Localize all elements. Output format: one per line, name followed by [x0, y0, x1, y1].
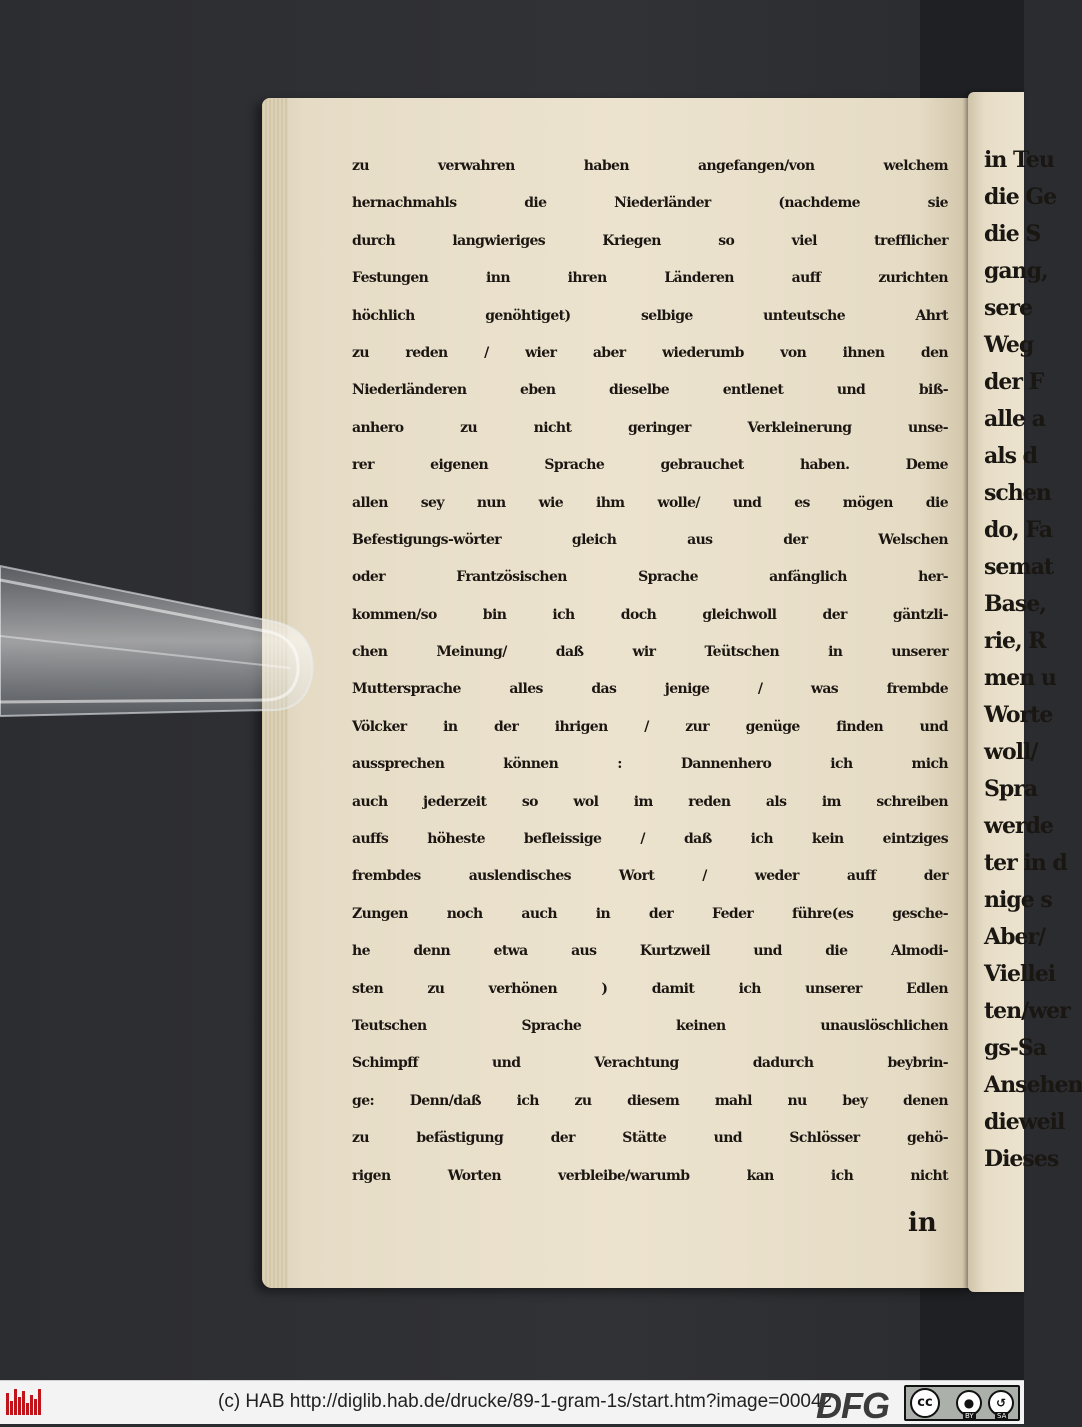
text-line: sten zu verhönen ) damit ich unserer Edlen — [352, 980, 948, 997]
text-line: anhero zu nicht geringer Verkleinerung unse- — [352, 419, 948, 436]
text-line: frembdes auslendisches Wort / weder auff der — [352, 868, 948, 885]
text-line: Muttersprache alles das jenige / was frembde — [352, 681, 948, 698]
facing-text-fragment: ten/wer — [984, 998, 1070, 1024]
text-line: Schimpff und Verachtung dadurch beybrin- — [352, 1055, 948, 1072]
text-line: auffs höheste befleissige / daß ich kein eintziges — [352, 831, 948, 848]
text-line: kommen/so bin ich doch gleichwoll der gäntzli- — [352, 606, 948, 623]
text-line: he denn etwa aus Kurtzweil und die Almodi- — [352, 943, 948, 960]
text-line: Zungen noch auch in der Feder führe(es gesche- — [352, 905, 948, 922]
text-line: allen sey nun wie ihm wolle/ und es mögen die — [352, 494, 948, 511]
citation-link[interactable]: (c) HAB http://diglib.hab.de/drucke/89-1-gram-1s/start.htm?image=00042 — [218, 1391, 833, 1412]
text-line: höchlich genöhtiget) selbige unteutsche Ahrt — [352, 307, 948, 324]
facing-text-fragment: werde — [984, 813, 1053, 839]
hab-logo-bar — [6, 1393, 9, 1415]
hab-logo-bar — [10, 1401, 13, 1415]
text-line: chen Meinung/ daß wir Teütschen in unserer — [352, 644, 948, 661]
facing-text-fragment: Base, — [984, 591, 1046, 617]
facing-text-fragment: Dieses — [984, 1146, 1059, 1172]
dfg-logo: DFG — [816, 1385, 889, 1426]
hab-logo-bar — [34, 1399, 37, 1415]
sa-label: SA — [997, 1412, 1007, 1420]
facing-text-fragment: in Teu — [984, 147, 1054, 173]
facing-page-text — [968, 142, 1082, 1178]
text-line: durch langwieriges Kriegen so viel trefflicher — [352, 232, 948, 249]
text-line: hernachmahls die Niederländer (nachdeme sie — [352, 195, 948, 212]
text-line: Niederländeren eben dieselbe entlenet und biß- — [352, 382, 948, 399]
text-line: auch jederzeit so wol im reden als im schreiben — [352, 793, 948, 810]
footer-bar — [0, 1380, 1024, 1424]
by-icon: ● — [956, 1390, 982, 1416]
text-line: oder Frantzösischen Sprache anfänglich her- — [352, 569, 948, 586]
text-line: zu verwahren haben angefangen/von welchem — [352, 158, 948, 174]
text-line: zu befästigung der Stätte und Schlösser gehö- — [352, 1130, 948, 1147]
facing-text-fragment: nige s — [984, 887, 1052, 913]
text-line: Befestigungs-wörter gleich aus der Welschen — [352, 531, 948, 548]
facing-text-fragment: Viellei — [984, 961, 1056, 987]
hab-logo-bar — [18, 1397, 21, 1415]
text-line: rigen Worten verbleibe/warumb kan ich nicht — [352, 1167, 948, 1184]
facing-text-fragment: alle a — [984, 406, 1045, 432]
text-line: rer eigenen Sprache gebrauchet haben. Deme — [352, 457, 948, 474]
by-label: BY — [965, 1412, 974, 1420]
hab-logo-bar — [22, 1391, 25, 1415]
hab-logo-bar — [38, 1389, 41, 1415]
facing-text-fragment: sere — [984, 295, 1032, 321]
facing-text-fragment: rie, R — [984, 628, 1046, 654]
hab-logo-bar — [30, 1395, 33, 1415]
facing-text-fragment: Spra — [984, 776, 1038, 802]
facing-text-fragment: gang, — [984, 258, 1048, 284]
facing-text-fragment: die Ge — [984, 184, 1057, 210]
facing-text-fragment: Ansehen — [984, 1072, 1082, 1098]
text-line: aussprechen können : Dannenhero ich mich — [352, 756, 948, 773]
facing-text-fragment: schen — [984, 480, 1051, 506]
facing-text-fragment: woll/ — [984, 739, 1038, 765]
facing-text-fragment: dieweil — [984, 1109, 1065, 1135]
hab-logo-bar — [14, 1389, 17, 1415]
page-text-block — [352, 148, 948, 1195]
hab-logo-bar — [26, 1403, 29, 1415]
facing-page — [968, 92, 1082, 1292]
facing-text-fragment: do, Fa — [984, 517, 1053, 543]
cc-icon: cc — [910, 1388, 940, 1418]
text-line: Festungen inn ihren Länderen auff zurichten — [352, 270, 948, 287]
facing-text-fragment: der F — [984, 369, 1044, 395]
facing-text-fragment: semat — [984, 554, 1054, 580]
text-line: ge: Denn/daß ich zu diesem mahl nu bey denen — [352, 1092, 948, 1109]
text-line: Völcker in der ihrigen / zur genüge finden und — [352, 718, 948, 735]
facing-text-fragment: Worte — [984, 702, 1053, 728]
hab-logo-icon — [6, 1389, 40, 1415]
facing-text-fragment: ter in d — [984, 850, 1067, 876]
facing-text-fragment: gs-Sa — [984, 1035, 1047, 1061]
facing-text-fragment: Aber/ — [984, 924, 1046, 950]
catchword: in — [908, 1208, 937, 1238]
sa-icon: ↺ — [988, 1390, 1014, 1416]
text-line: zu reden / wier aber wiederumb von ihnen den — [352, 344, 948, 361]
cc-license-badge[interactable] — [904, 1385, 1020, 1421]
facing-text-fragment: als d — [984, 443, 1038, 469]
facing-text-fragment: men u — [984, 665, 1056, 691]
text-line: Teutschen Sprache keinen unauslöschlichen — [352, 1017, 948, 1034]
facing-text-fragment: Weg — [984, 332, 1034, 358]
book-clip — [0, 540, 322, 730]
facing-text-fragment: die S — [984, 221, 1041, 247]
